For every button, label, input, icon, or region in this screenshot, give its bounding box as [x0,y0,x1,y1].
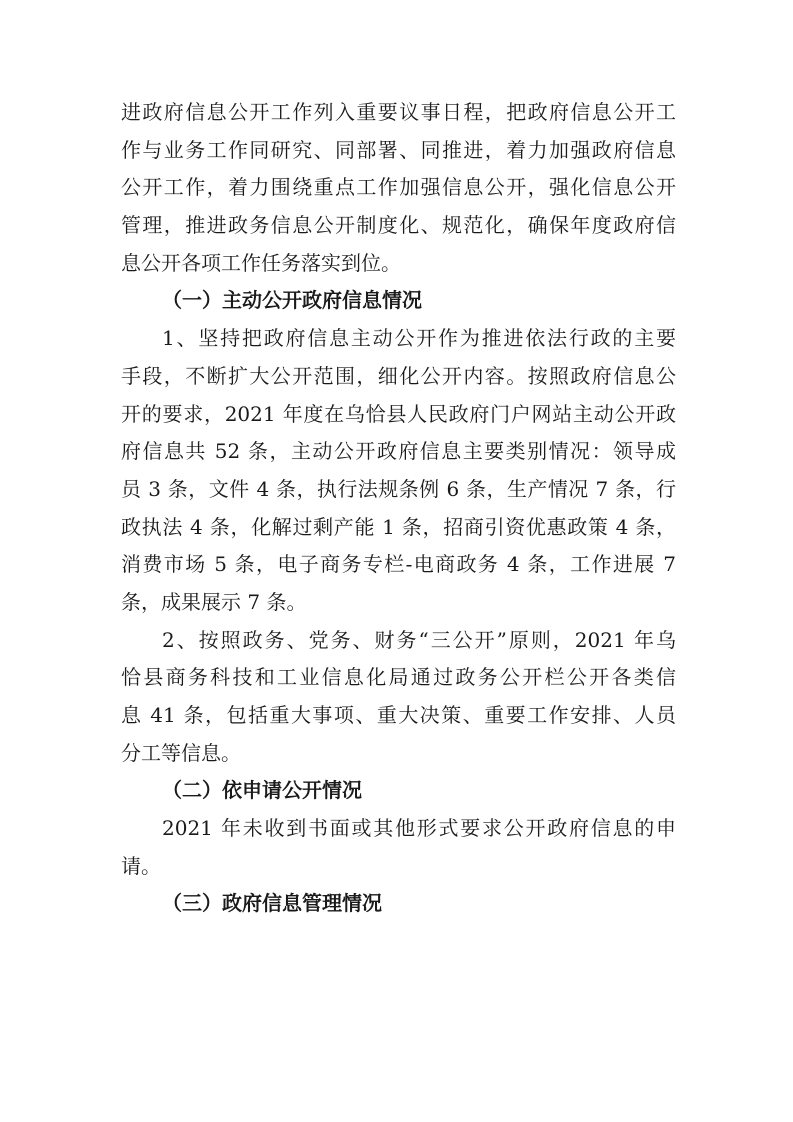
paragraph-line: 息公开各项工作任务落实到位。 [121,250,401,275]
section-heading-2: （二）依申请公开情况 [162,778,362,803]
paragraph-line: 2、按照政务、党务、财务“三公开”原则，2021 年乌 [162,627,676,652]
paragraph-line: 恰县商务科技和工业信息化局通过政务公开栏公开各类信 [121,665,676,690]
paragraph-line: 府信息共 52 条，主动公开政府信息主要类别情况：领导成 [121,439,676,464]
paragraph-line: 2021 年未收到书面或其他形式要求公开政府信息的申 [162,816,676,841]
paragraph-line: 管理，推进政务信息公开制度化、规范化，确保年度政府信 [121,213,676,238]
paragraph-line: 作与业务工作同研究、同部署、同推进，着力加强政府信息 [121,137,676,162]
section-heading-3: （三）政府信息管理情况 [162,891,382,916]
paragraph-line: 开的要求，2021 年度在乌恰县人民政府门户网站主动公开政 [121,401,676,426]
document-body [121,94,676,923]
paragraph-line: 手段，不断扩大公开范围，细化公开内容。按照政府信息公 [121,363,676,388]
section-heading-1: （一）主动公开政府信息情况 [162,288,422,313]
paragraph-line: 1、坚持把政府信息主动公开作为推进依法行政的主要 [162,326,676,351]
paragraph-line: 请。 [121,853,161,878]
paragraph-line: 消费市场 5 条，电子商务专栏-电商政务 4 条，工作进展 7 [121,552,676,577]
paragraph-line: 进政府信息公开工作列入重要议事日程，把政府信息公开工 [121,100,676,124]
paragraph-line: 分工等信息。 [121,740,241,765]
paragraph-line: 息 41 条，包括重大事项、重大决策、重要工作安排、人员 [121,703,676,727]
paragraph-line: 政执法 4 条，化解过剩产能 1 条，招商引资优惠政策 4 条， [121,514,676,539]
paragraph-line: 条，成果展示 7 条。 [121,589,307,614]
paragraph-line: 员 3 条，文件 4 条，执行法规条例 6 条，生产情况 7 条，行 [121,476,676,501]
paragraph-line: 公开工作，着力围绕重点工作加强信息公开，强化信息公开 [121,175,676,200]
